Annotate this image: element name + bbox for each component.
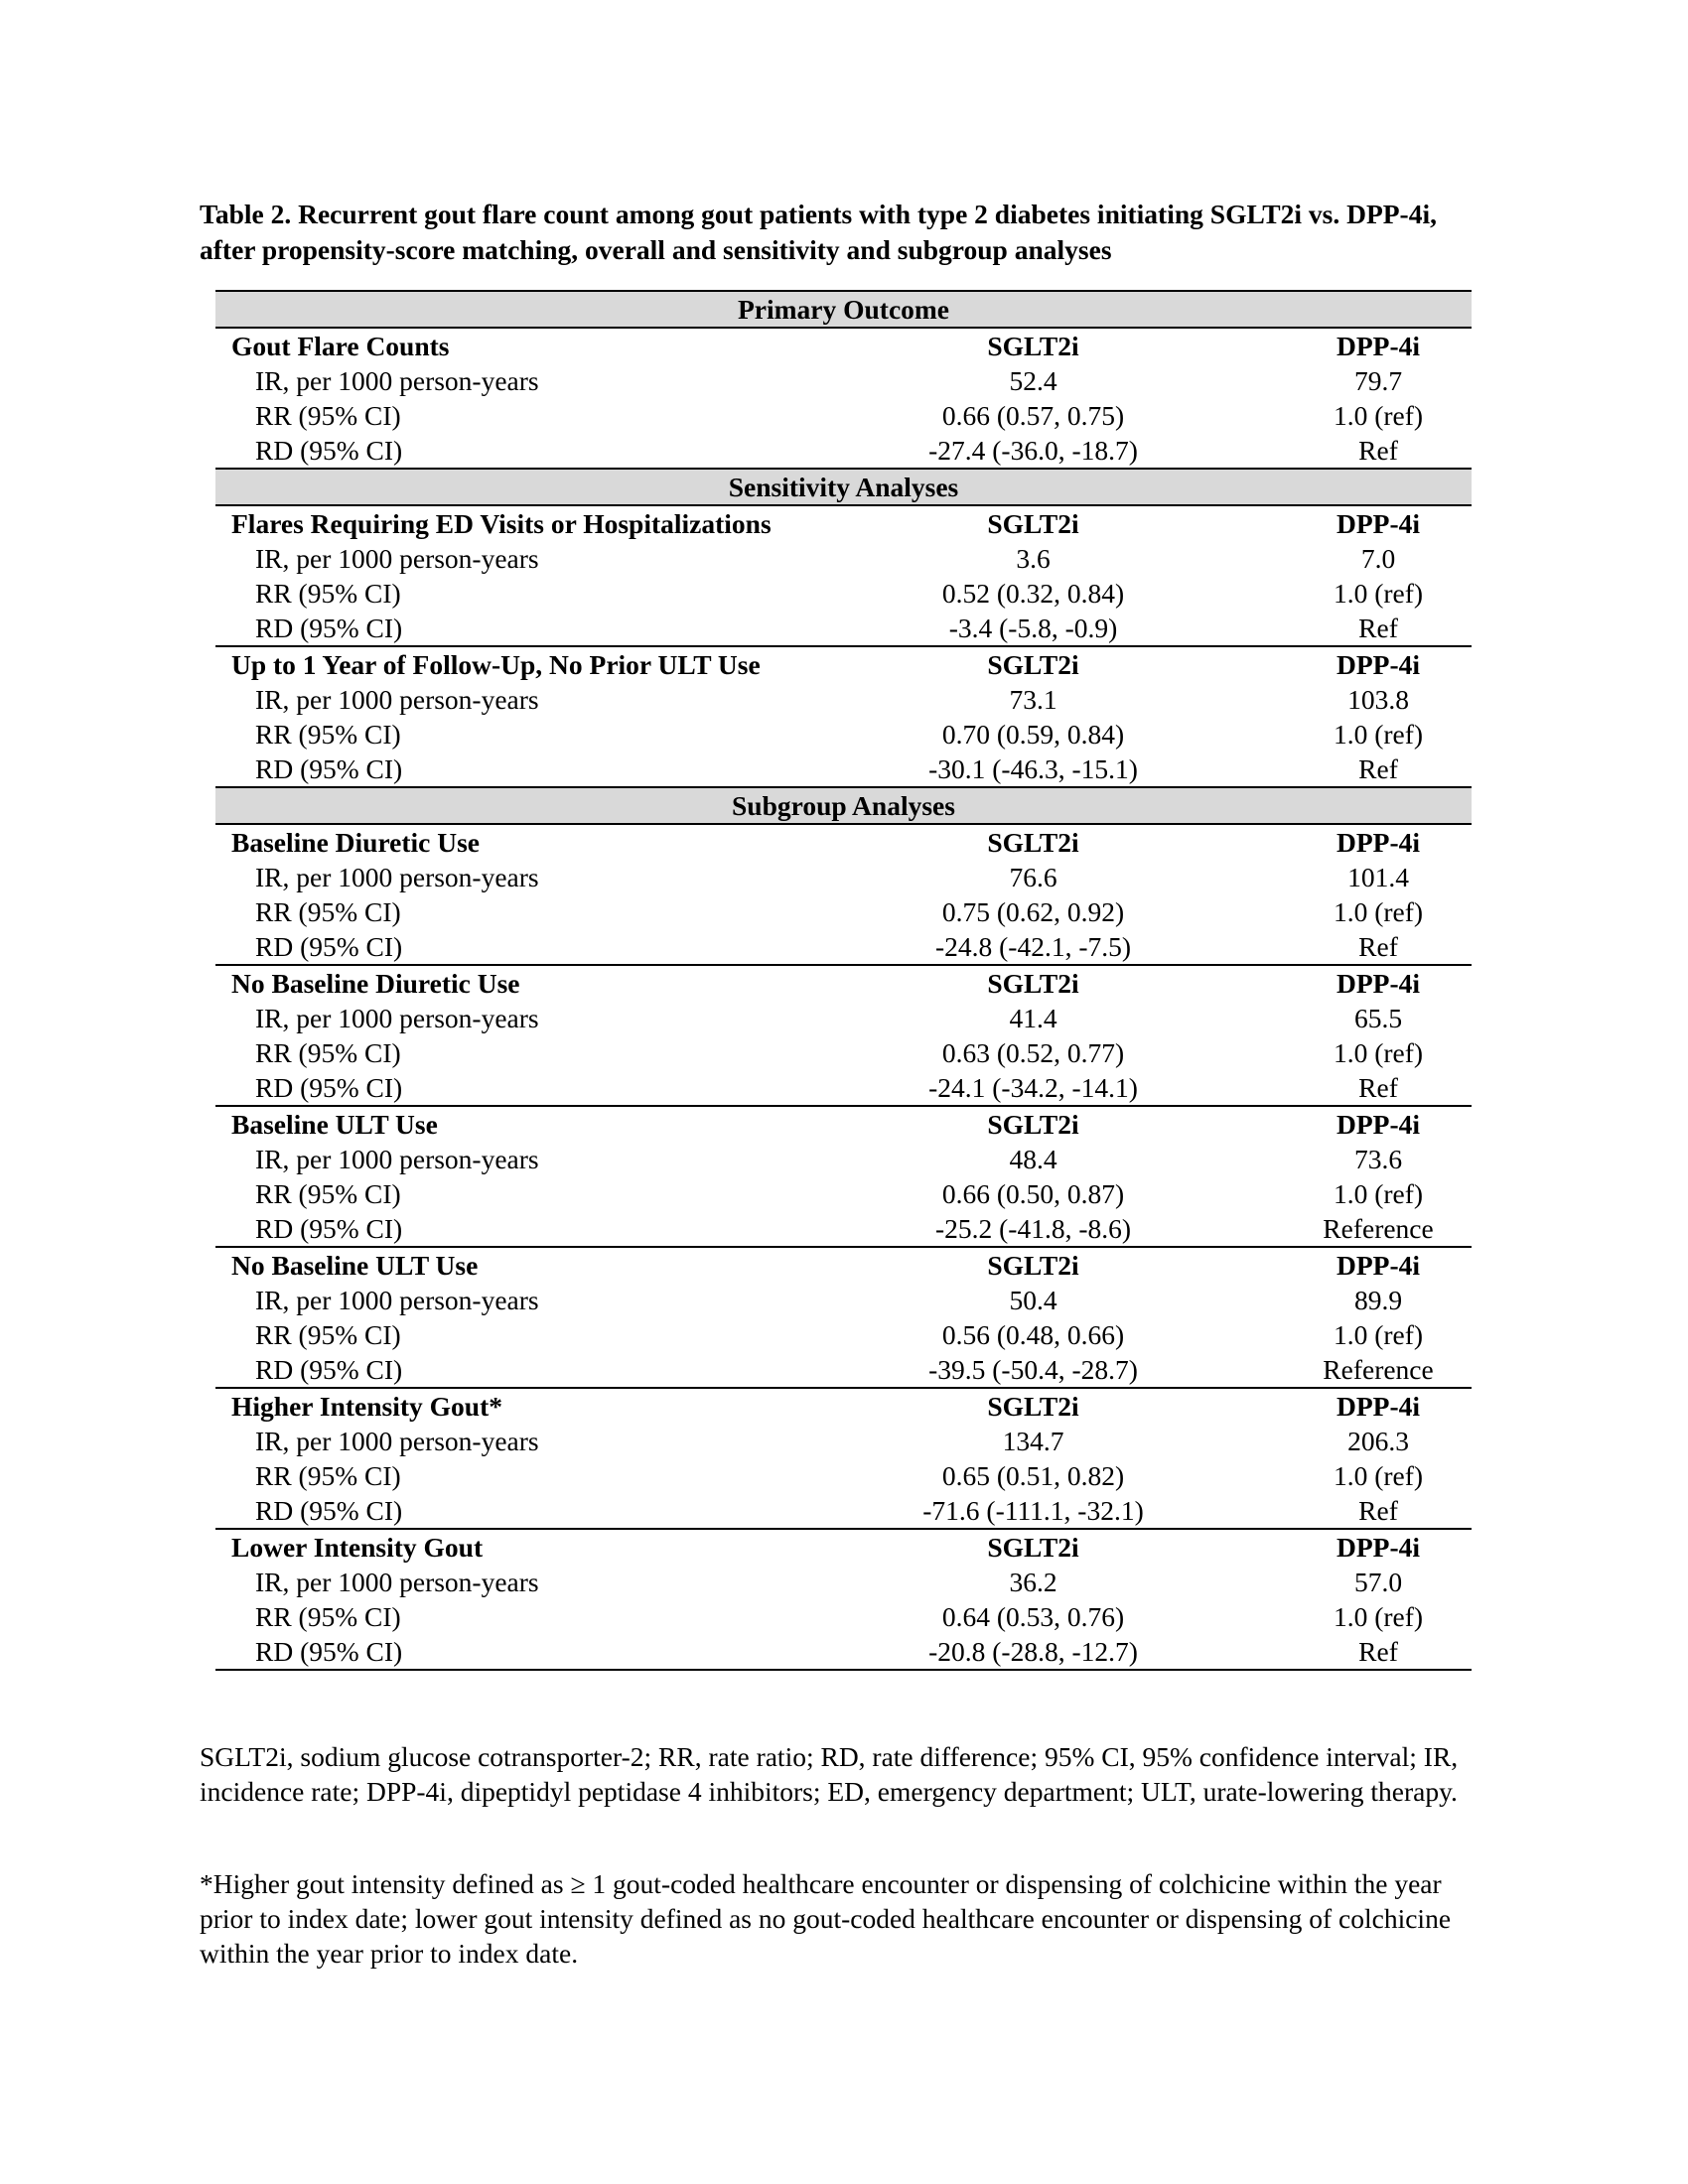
sglt2i-value: 0.52 (0.32, 0.84) — [941, 578, 1125, 609]
table-row — [215, 751, 1472, 787]
sglt2i-value: -30.1 (-46.3, -15.1) — [928, 753, 1138, 784]
group-label: Baseline ULT Use — [215, 1106, 781, 1142]
row-label: IR, per 1000 person-years — [255, 365, 539, 396]
dpp4i-value: 1.0 (ref) — [1333, 1178, 1424, 1209]
dpp4i-value: 79.7 — [1353, 365, 1403, 396]
row-label: IR, per 1000 person-years — [255, 1003, 539, 1033]
table-row — [215, 1493, 1472, 1529]
row-label: RD (95% CI) — [255, 1354, 403, 1385]
dpp4i-value: Ref — [1358, 1072, 1398, 1103]
row-label: RR (95% CI) — [255, 896, 401, 927]
row-label: RR (95% CI) — [255, 400, 401, 431]
col-header-dpp4i: DPP-4i — [1285, 646, 1472, 682]
section-title: Primary Outcome — [215, 291, 1472, 328]
group-header — [215, 646, 1472, 682]
table-row — [215, 929, 1472, 965]
row-label: RD (95% CI) — [255, 1213, 403, 1244]
row-label: RD (95% CI) — [255, 931, 403, 962]
table-row — [215, 1458, 1472, 1493]
sglt2i-value: -39.5 (-50.4, -28.7) — [928, 1354, 1138, 1385]
group-header — [215, 1247, 1472, 1283]
group-header — [215, 965, 1472, 1001]
row-label: IR, per 1000 person-years — [255, 862, 539, 892]
section-title: Subgroup Analyses — [215, 787, 1472, 824]
section-title: Sensitivity Analyses — [215, 469, 1472, 505]
dpp4i-value: 65.5 — [1353, 1003, 1403, 1033]
table-row — [215, 576, 1472, 611]
dpp4i-value: 73.6 — [1353, 1144, 1403, 1174]
dpp4i-value: 1.0 (ref) — [1333, 1319, 1424, 1350]
dpp4i-value: 1.0 (ref) — [1333, 1601, 1424, 1632]
group-header — [215, 1106, 1472, 1142]
sglt2i-value: -24.1 (-34.2, -14.1) — [928, 1072, 1138, 1103]
row-label: RR (95% CI) — [255, 1601, 401, 1632]
dpp4i-value: 89.9 — [1353, 1285, 1403, 1315]
group-label: Higher Intensity Gout* — [215, 1388, 781, 1424]
sglt2i-value: 48.4 — [1009, 1144, 1057, 1174]
intensity-footnote: *Higher gout intensity defined as ≥ 1 gout-coded healthcare encounter or dispensing of colchicine within the year prior to index date; lower gout intensity defined as no gout-coded healthcare encounter or dispensing of colchicine within the year prior to index date. — [200, 1868, 1452, 1969]
table-row — [215, 1283, 1472, 1317]
table-caption: Table 2. Recurrent gout flare count among gout patients with type 2 diabetes initiating SGLT2i vs. DPP-4i, after propensity-score matching, overall and sensitivity and subgroup analyses — [200, 199, 1437, 265]
col-header-sglt2i: SGLT2i — [781, 1247, 1285, 1283]
group-header — [215, 505, 1472, 541]
col-header-dpp4i: DPP-4i — [1336, 827, 1420, 858]
sglt2i-value: 0.70 (0.59, 0.84) — [941, 719, 1125, 750]
row-label: RD (95% CI) — [215, 1634, 781, 1670]
row-label: RR (95% CI) — [255, 1319, 401, 1350]
sglt2i-value: 36.2 — [1009, 1567, 1057, 1597]
dpp4i-value: 1.0 (ref) — [1333, 400, 1424, 431]
row-label: RR (95% CI) — [255, 719, 401, 750]
row-label: RD (95% CI) — [255, 613, 403, 643]
sglt2i-value: 0.65 (0.51, 0.82) — [941, 1460, 1125, 1491]
group-header — [215, 1388, 1472, 1424]
group-label: Flares Requiring ED Visits or Hospitalizations — [231, 507, 772, 539]
dpp4i-value: Reference — [1323, 1354, 1434, 1385]
row-label: IR, per 1000 person-years — [255, 1285, 539, 1315]
row-label: IR, per 1000 person-years — [255, 543, 539, 574]
sglt2i-value: -24.8 (-42.1, -7.5) — [934, 931, 1132, 962]
dpp4i-value: 1.0 (ref) — [1333, 1460, 1424, 1491]
section-header — [215, 469, 1472, 505]
table-row — [215, 611, 1472, 646]
row-label: RD (95% CI) — [255, 1495, 403, 1526]
table-row — [215, 894, 1472, 929]
dpp4i-value: Reference — [1323, 1213, 1434, 1244]
group-header — [215, 1529, 1472, 1565]
col-header-dpp4i: DPP-4i — [1336, 331, 1420, 361]
table-row — [215, 1035, 1472, 1070]
table-row — [215, 1424, 1472, 1458]
sglt2i-value: -25.2 (-41.8, -8.6) — [934, 1213, 1132, 1244]
sglt2i-value: 0.63 (0.52, 0.77) — [941, 1037, 1125, 1068]
row-label: RR (95% CI) — [255, 1460, 401, 1491]
col-header-sglt2i: SGLT2i — [781, 1529, 1285, 1565]
col-header-sglt2i: SGLT2i — [987, 508, 1079, 539]
dpp4i-value: 1.0 (ref) — [1333, 719, 1424, 750]
sglt2i-value: 134.7 — [1002, 1426, 1064, 1456]
sglt2i-value: 0.56 (0.48, 0.66) — [941, 1319, 1125, 1350]
col-header-dpp4i: DPP-4i — [1285, 1247, 1472, 1283]
table-row — [215, 1352, 1472, 1388]
row-label: IR, per 1000 person-years — [255, 1567, 539, 1597]
group-label: Up to 1 Year of Follow-Up, No Prior ULT Use — [215, 646, 781, 682]
dpp4i-value: 103.8 — [1347, 684, 1409, 715]
abbreviations-footnote: SGLT2i, sodium glucose cotransporter-2; RR, rate ratio; RD, rate difference; 95% CI, 95% confidence interval; IR, incidence rate; DPP-4i, dipeptidyl peptidase 4 inhibitors; ED, emergency department; ULT, urate-lowering therapy. — [200, 1741, 1459, 1807]
dpp4i-value: 1.0 (ref) — [1333, 1037, 1424, 1068]
table-row — [215, 398, 1472, 433]
table-row — [215, 682, 1472, 717]
table-row — [215, 1317, 1472, 1352]
table-row — [215, 717, 1472, 751]
dpp4i-value: 206.3 — [1347, 1426, 1409, 1456]
table-row — [215, 860, 1472, 894]
sglt2i-value: -3.4 (-5.8, -0.9) — [948, 613, 1118, 643]
row-label: RR (95% CI) — [255, 578, 401, 609]
table-row — [215, 541, 1472, 576]
sglt2i-value: 76.6 — [1009, 862, 1057, 892]
table-row — [215, 1634, 1472, 1670]
results-table — [215, 290, 1472, 1671]
sglt2i-value: 73.1 — [1009, 684, 1057, 715]
dpp4i-value: Ref — [1358, 931, 1398, 962]
section-header — [215, 291, 1472, 328]
sglt2i-value: 50.4 — [1009, 1285, 1057, 1315]
sglt2i-value: -71.6 (-111.1, -32.1) — [922, 1495, 1144, 1526]
group-label: No Baseline Diuretic Use — [215, 965, 781, 1001]
table-row — [215, 1142, 1472, 1176]
sglt2i-value: -20.8 (-28.8, -12.7) — [781, 1634, 1285, 1670]
table-row — [215, 1599, 1472, 1634]
section-header — [215, 787, 1472, 824]
dpp4i-value: 57.0 — [1353, 1567, 1403, 1597]
table-row — [215, 1565, 1472, 1599]
row-label: RR (95% CI) — [255, 1178, 401, 1209]
row-label: RD (95% CI) — [255, 1072, 403, 1103]
dpp4i-value: Ref — [1358, 613, 1398, 643]
dpp4i-value: 101.4 — [1347, 862, 1409, 892]
group-header — [215, 328, 1472, 363]
table-row — [215, 433, 1472, 469]
table-row — [215, 1176, 1472, 1211]
dpp4i-value: 7.0 — [1360, 543, 1396, 574]
sglt2i-value: 0.66 (0.57, 0.75) — [941, 400, 1125, 431]
table-row — [215, 1001, 1472, 1035]
sglt2i-value: 41.4 — [1009, 1003, 1057, 1033]
col-header-sglt2i: SGLT2i — [987, 827, 1079, 858]
dpp4i-value: Ref — [1358, 753, 1398, 784]
sglt2i-value: 0.64 (0.53, 0.76) — [941, 1601, 1125, 1632]
col-header-sglt2i: SGLT2i — [781, 646, 1285, 682]
row-label: IR, per 1000 person-years — [255, 1426, 539, 1456]
dpp4i-value: Ref — [1285, 1634, 1472, 1670]
col-header-sglt2i: SGLT2i — [781, 965, 1285, 1001]
sglt2i-value: 3.6 — [1016, 543, 1051, 574]
group-label: Baseline Diuretic Use — [231, 827, 481, 858]
sglt2i-value: -27.4 (-36.0, -18.7) — [928, 435, 1138, 466]
sglt2i-value: 0.66 (0.50, 0.87) — [941, 1178, 1125, 1209]
col-header-sglt2i: SGLT2i — [987, 331, 1079, 361]
col-header-dpp4i: DPP-4i — [1285, 965, 1472, 1001]
col-header-dpp4i: DPP-4i — [1336, 508, 1420, 539]
dpp4i-value: 1.0 (ref) — [1333, 896, 1424, 927]
dpp4i-value: Ref — [1358, 435, 1398, 466]
group-header — [215, 824, 1472, 860]
row-label: IR, per 1000 person-years — [255, 684, 539, 715]
row-label: RD (95% CI) — [255, 435, 403, 466]
sglt2i-value: 0.75 (0.62, 0.92) — [941, 896, 1125, 927]
row-label: RR (95% CI) — [255, 1037, 401, 1068]
row-label: RD (95% CI) — [255, 753, 403, 784]
table-row — [215, 1211, 1472, 1247]
table-row — [215, 363, 1472, 398]
sglt2i-value: 52.4 — [1009, 365, 1057, 396]
col-header-dpp4i: DPP-4i — [1285, 1106, 1472, 1142]
group-label: Gout Flare Counts — [231, 331, 450, 361]
col-header-dpp4i: DPP-4i — [1285, 1388, 1472, 1424]
group-label: Lower Intensity Gout — [215, 1529, 781, 1565]
col-header-dpp4i: DPP-4i — [1285, 1529, 1472, 1565]
row-label: IR, per 1000 person-years — [255, 1144, 539, 1174]
col-header-sglt2i: SGLT2i — [781, 1106, 1285, 1142]
dpp4i-value: Ref — [1358, 1495, 1398, 1526]
group-label: No Baseline ULT Use — [215, 1247, 781, 1283]
col-header-sglt2i: SGLT2i — [781, 1388, 1285, 1424]
table-row — [215, 1070, 1472, 1106]
table-body — [215, 291, 1472, 1670]
dpp4i-value: 1.0 (ref) — [1333, 578, 1424, 609]
